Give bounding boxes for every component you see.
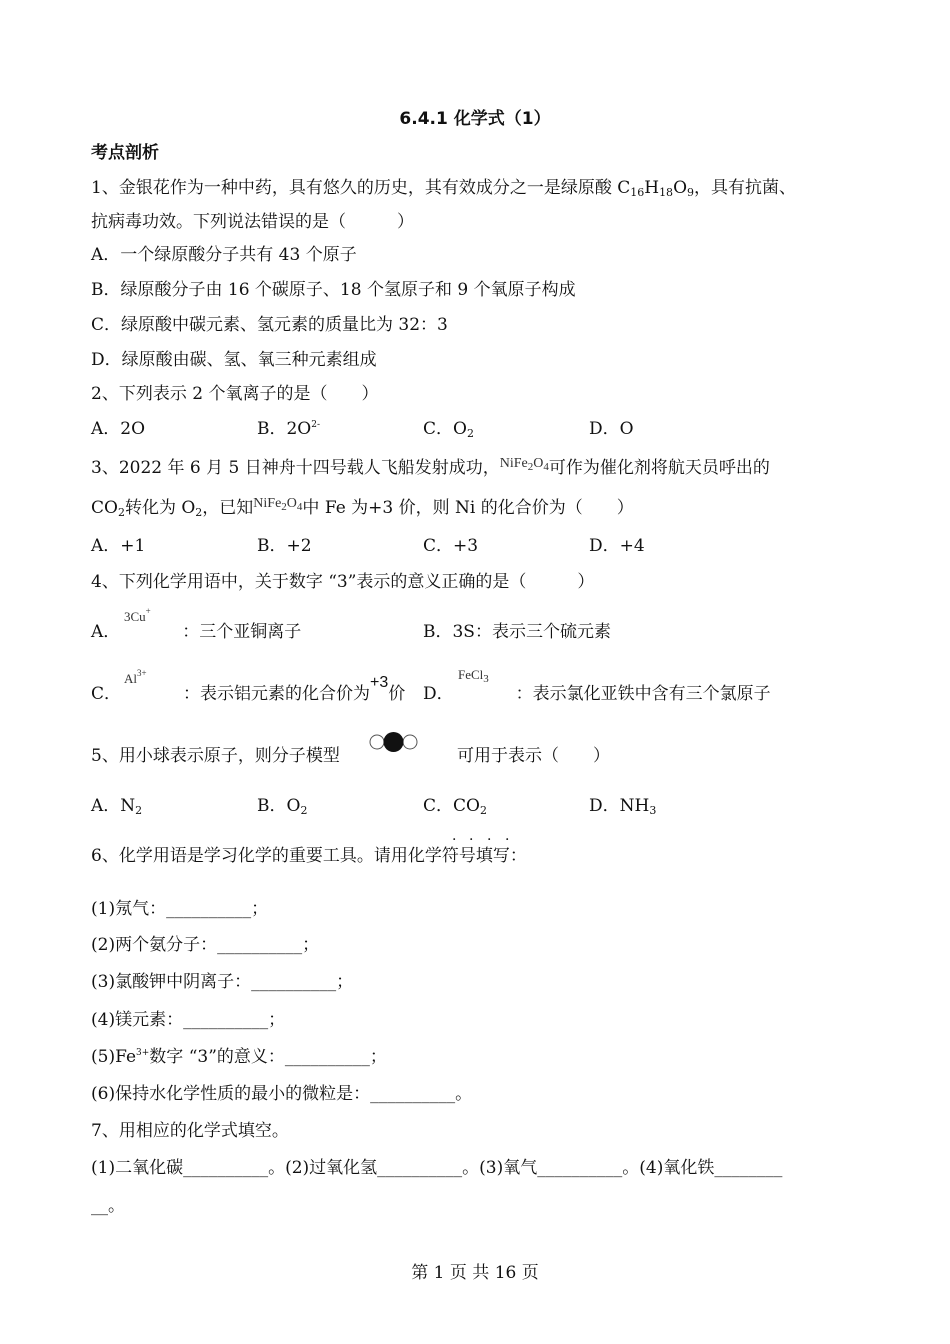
- q7-stem: 7、用相应的化学式填空。: [91, 1121, 289, 1141]
- q4-option-b: B．3S：表示三个硫元素: [423, 622, 611, 642]
- q5-stem-b: 可用于表示（ ）: [457, 746, 610, 766]
- emphasis-dot: ·: [452, 832, 457, 848]
- q6-line-5: $(5)Fe^{3+}$数字 “3”的意义：__________；: [91, 1047, 387, 1067]
- q4-option-a: A． ：三个亚铜离子: [91, 622, 302, 642]
- emphasis-dot: ·: [469, 832, 474, 848]
- molecule-model-icon: [368, 730, 420, 754]
- q3-option-d: D．+4: [589, 536, 645, 556]
- q1-option-b: B．绿原酸分子由 16 个碳原子、18 个氢原子和 9 个氧原子构成: [91, 280, 576, 300]
- q2-stem: 2、下列表示 2 个氧离子的是（ ）: [91, 384, 379, 404]
- q6-line-4: (4)镁元素：__________；: [91, 1010, 286, 1030]
- q5-option-d: D．$NH_3$: [589, 796, 657, 817]
- q5-option-a: A．$N_2$: [91, 796, 143, 817]
- q4-option-c: C． ：表示铝元素的化合价为+3价: [91, 674, 406, 704]
- q2-option-b: B．$2O^{2-}$: [257, 419, 321, 439]
- q5-option-b: B．$O_2$: [257, 796, 308, 817]
- q1-stem-line2: 抗病毒功效。下列说法错误的是（ ）: [91, 212, 414, 232]
- page-footer: 第 1 页 共 16 页: [411, 1263, 539, 1283]
- q1-stem-line1: 1、金银花作为一种中药，具有悠久的历史，其有效成分之一是绿原酸 $C_{16}H_{18}O_9$，具有抗菌、: [91, 178, 796, 199]
- q1-option-d: D．绿原酸由碳、氢、氧三种元素组成: [91, 350, 377, 370]
- q4-a-formula: 3Cu+: [124, 606, 151, 624]
- q6-line-6: (6)保持水化学性质的最小的微粒是：__________。: [91, 1084, 473, 1104]
- q5-option-c: C．$CO_2$: [423, 796, 487, 817]
- q4-stem: 4、下列化学用语中，关于数字 “3”表示的意义正确的是（ ）: [91, 572, 595, 592]
- q7-line: (1)二氧化碳__________。(2)过氧化氢__________。(3)氧气__________。(4)氧化铁________: [91, 1158, 783, 1178]
- q1-option-c: C．绿原酸中碳元素、氢元素的质量比为 32：3: [91, 315, 448, 335]
- emphasis-dot: ·: [487, 832, 492, 848]
- q3-formula-2: NiFe2O4: [253, 496, 303, 513]
- q3-option-b: B．+2: [257, 536, 312, 556]
- q2-option-c: C．$O_2$: [423, 419, 474, 440]
- q1-option-a: A．一个绿原酸分子共有 43 个原子: [91, 245, 357, 265]
- q3-option-a: A．+1: [91, 536, 146, 556]
- q3-formula-1: NiFe2O4: [499, 456, 549, 473]
- q4-c-formula: $Al^{3+}$: [124, 668, 147, 686]
- q6-line-2: (2)两个氨分子：__________；: [91, 935, 320, 955]
- emphasis-dot: ·: [505, 832, 510, 848]
- q2-option-d: D．O: [589, 419, 634, 439]
- q6-line-3: (3)氯酸钾中阴离子：__________；: [91, 972, 354, 992]
- q4-option-d: D． ：表示氯化亚铁中含有三个氯原子: [423, 684, 771, 704]
- page-title: 6.4.1 化学式（1）: [399, 109, 551, 129]
- q6-stem: 6、化学用语是学习化学的重要工具。请用化学符号填写：: [91, 846, 527, 866]
- section-heading: 考点剖析: [91, 143, 159, 163]
- q5-stem-a: 5、用小球表示原子，则分子模型: [91, 746, 340, 766]
- q2-option-a: A．2O: [91, 419, 146, 439]
- q3-option-c: C．+3: [423, 536, 479, 556]
- q7-line-tail: __。: [91, 1196, 125, 1216]
- q6-line-1: (1)氖气：__________；: [91, 899, 269, 919]
- q3-stem-line2: $CO_2$转化为 $O_2$，已知$^{NiFe_2O_4}$中 Fe 为+3 价，则 Ni 的化合价为（ ）: [91, 496, 634, 519]
- q4-d-formula: FeCl$_3$: [458, 667, 489, 685]
- q3-stem-line1: 3、2022 年 6 月 5 日神舟十四号载人飞船发射成功，$^{NiFe_2O_4}$可作为催化剂将航天员呼出的: [91, 456, 770, 478]
